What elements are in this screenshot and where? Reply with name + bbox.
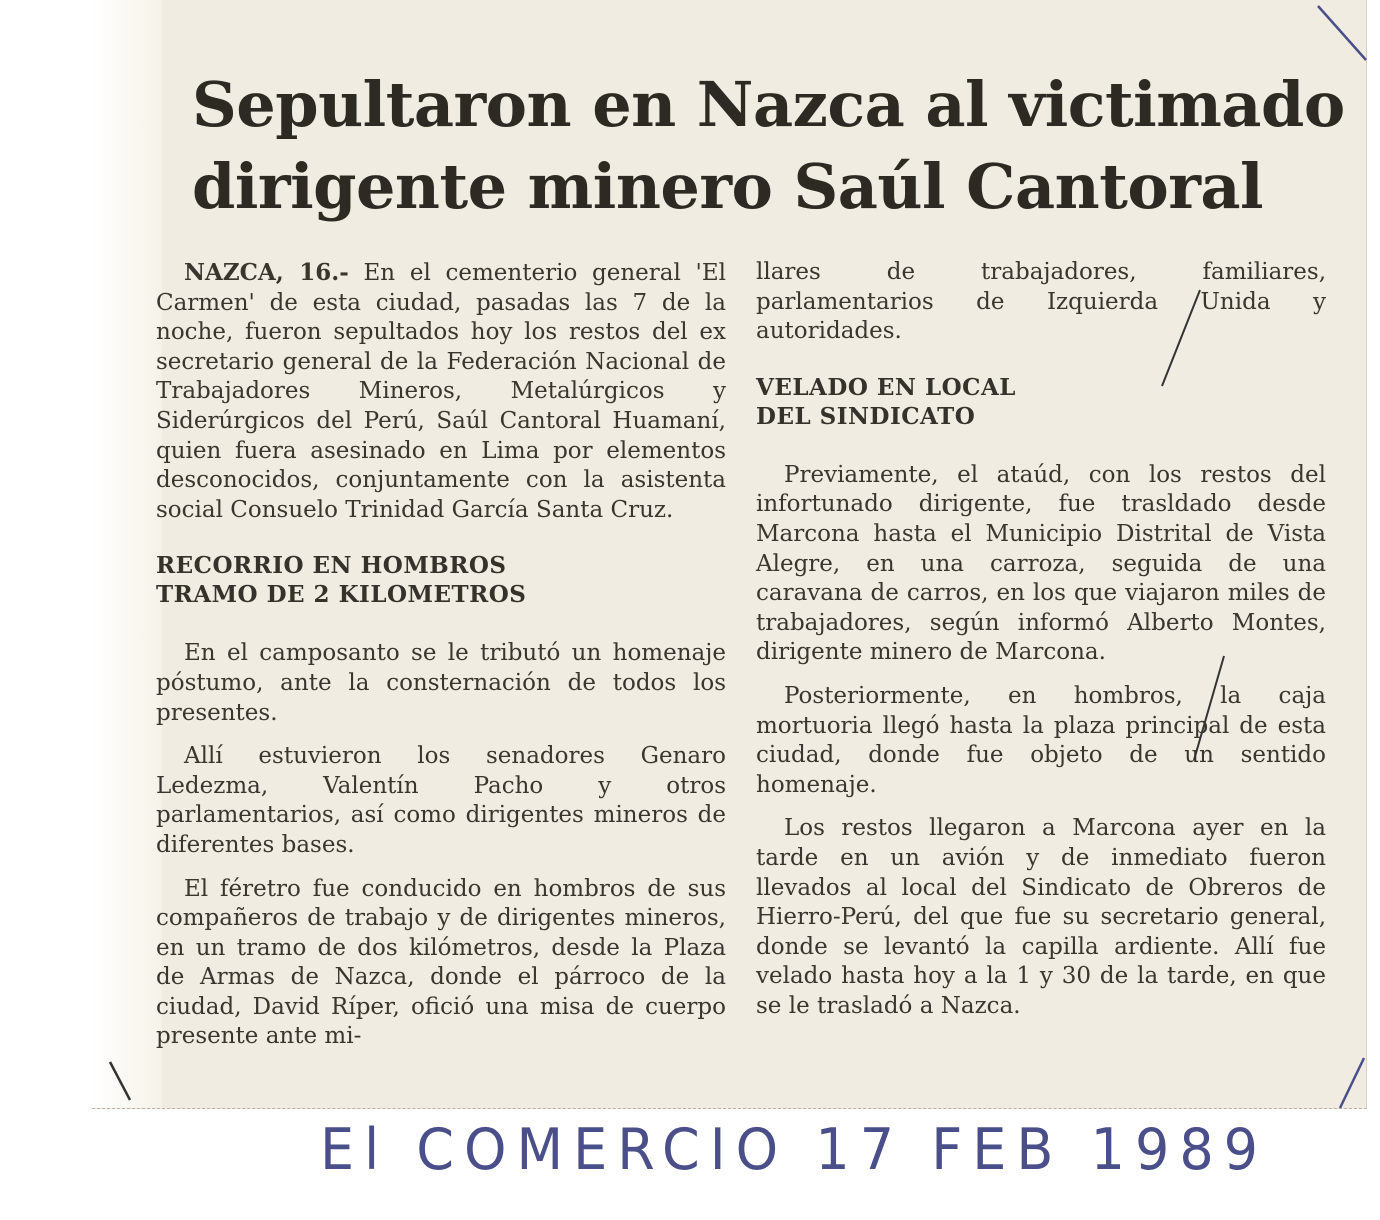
subheading-velado: VELADO EN LOCAL DEL SINDICATO [756,373,1016,430]
article-paragraph: El féretro fue conducido en hombros de sus compañeros de trabajo y de dirigentes mineros, en un tramo de dos kilómetros, desde la Plaza de Armas de Nazca, donde el párroco de la ciudad, David Ríper, ofició una misa de cuerpo presente ante mi- [156,875,726,1050]
headline-line-2: dirigente minero Saúl Cantoral [192,150,1264,223]
article-paragraph-continued: llares de trabajadores, familiares, parlamentarios de Izquierda Unida y autoridades. [756,259,1326,345]
handwritten-source-note: El COMERCIO 17 FEB 1989 [320,1116,1269,1183]
article-paragraph: Allí estuvieron los senadores Genaro Ledezma, Valentín Pacho y otros parlamentarios, así como dirigentes mineros de diferentes bases. [156,743,726,858]
newspaper-clipping [92,0,1367,1109]
article-paragraph: Posteriormente, en hombros, la caja mortuoria llegó hasta la plaza principal de esta ciudad, donde fue objeto de un sentido homenaje. [756,682,1326,798]
article-column-right [756,258,1326,1035]
article-paragraph: En el camposanto se le tributó un homenaje póstumo, ante la consternación de todos los presentes. [156,640,726,726]
clipping-torn-edge [92,0,162,1108]
article-column-left [156,258,726,1066]
article-paragraph: Previamente, el ataúd, con los restos del infortunado dirigente, fue trasldado desde Marcona hasta el Municipio Distrital de Vista Alegre, en una carroza, seguida de una caravana de carros, en los que viajaron miles de trabajadores, según informó Alberto Montes, dirigente minero de Marcona. [756,461,1326,666]
article-paragraph: NAZCA, 16.- En el cementerio general 'El Carmen' de esta ciudad, pasadas las 7 de la noche, fueron sepultados hoy los restos del ex secretario general de la Federación Nacional de Trabajadores Mineros, Metalúrgicos y Siderúrgicos del Perú, Saúl Cantoral Huamaní, quien fuera asesinado en Lima por elementos desconocidos, conjuntamente con la asistenta social Consuelo Trinidad García Santa Cruz. [156,259,727,523]
article-paragraph: Los restos llegaron a Marcona ayer en la tarde en un avión y de inmediato fueron llevados al local del Sindicato de Obreros de Hierro-Perú, del que fue su secretario general, donde se levantó la capilla ardiente. Allí fue velado hasta hoy a la 1 y 30 de la tarde, en que se le trasladó a Nazca. [756,815,1326,1019]
headline-line-1: Sepultaron en Nazca al victimado [192,68,1345,141]
article-headline [192,64,1352,228]
dateline: NAZCA, 16.- [184,259,349,286]
subheading-recorrio: RECORRIO EN HOMBROS TRAMO DE 2 KILOMETROS [156,552,527,609]
